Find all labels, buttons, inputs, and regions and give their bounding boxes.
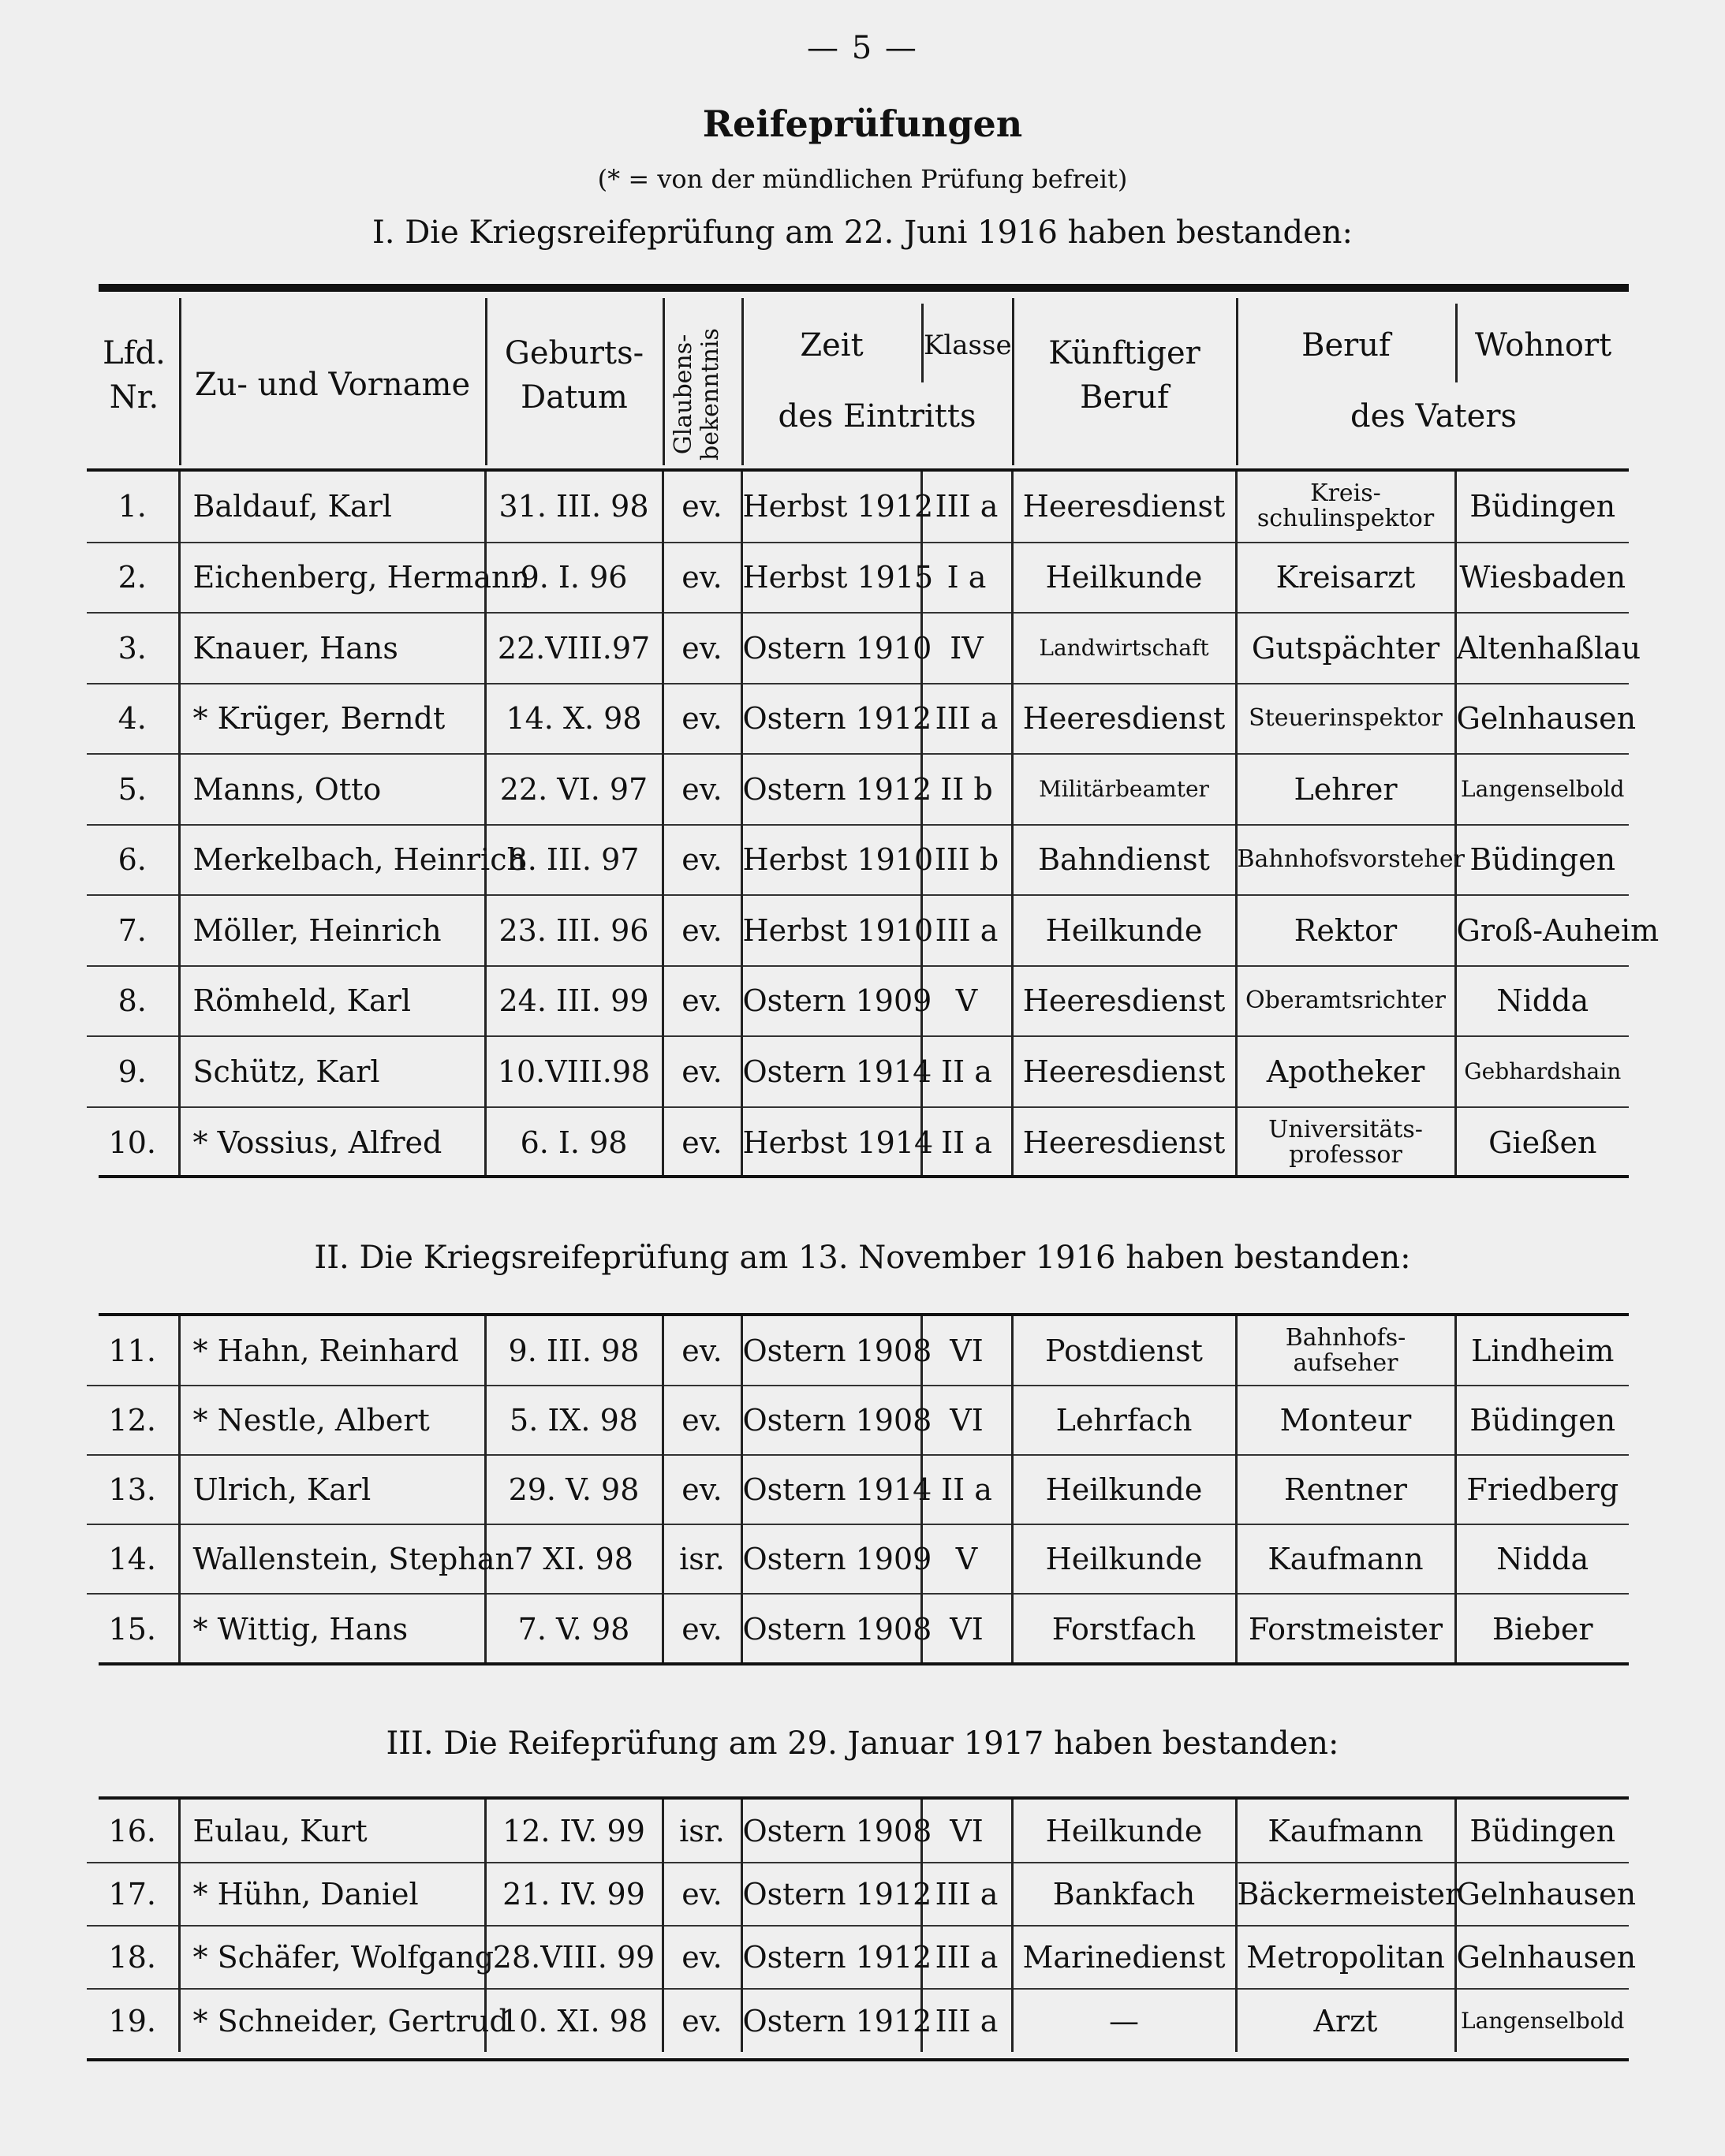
student-name: Eichenberg, Hermann: [179, 543, 485, 614]
entry-date: Ostern 1914: [741, 1455, 921, 1524]
religion: ev.: [663, 1316, 741, 1386]
table-row: [87, 1800, 1629, 1863]
row-number: 8.: [87, 966, 179, 1037]
header-nr: [91, 331, 177, 420]
birth-date: 22. VI. 97: [485, 754, 663, 825]
entry-date: Ostern 1910: [741, 613, 921, 684]
student-name: Ulrich, Karl: [179, 1455, 485, 1524]
header-name: Zu- und Vorname: [194, 367, 471, 403]
header-future-line1: Künftiger: [1048, 335, 1200, 371]
student-name: * Nestle, Albert: [179, 1386, 485, 1455]
table-row: [87, 472, 1629, 543]
religion: ev.: [663, 1107, 741, 1178]
entry-date: Ostern 1909: [741, 1524, 921, 1594]
future-profession: Heilkunde: [1012, 1455, 1236, 1524]
table-section-3: [87, 1800, 1637, 2052]
row-number: 1.: [87, 472, 179, 543]
father-profession: Kaufmann: [1236, 1524, 1455, 1594]
religion: ev.: [663, 966, 741, 1037]
student-name: Manns, Otto: [179, 754, 485, 825]
header-top-rule: [99, 284, 1629, 292]
entry-class: III b: [921, 825, 1012, 896]
birth-date: 10.VIII.98: [485, 1036, 663, 1107]
birth-date: 23. III. 96: [485, 895, 663, 966]
table-row: [87, 684, 1629, 755]
student-name: Baldauf, Karl: [179, 472, 485, 543]
table-row: [87, 1524, 1629, 1594]
row-number: 14.: [87, 1524, 179, 1594]
entry-date: Ostern 1912: [741, 684, 921, 755]
row-number: 10.: [108, 1125, 156, 1160]
student-name: * Vossius, Alfred: [179, 1107, 485, 1178]
section-heading-2: II. Die Kriegsreifeprüfung am 13. November 1916 haben bestanden:: [314, 1240, 1411, 1276]
birth-date: 6. I. 98: [485, 1107, 663, 1178]
future-profession: Bankfach: [1012, 1863, 1236, 1926]
father-profession: Gutspächter: [1236, 613, 1455, 684]
entry-class: II a: [921, 1107, 1012, 1178]
entry-date: Ostern 1912: [741, 1863, 921, 1926]
row-number: 6.: [87, 825, 179, 896]
table-row: [87, 1107, 1629, 1178]
birth-date: 10. XI. 98: [485, 1989, 663, 2052]
entry-class: V: [921, 966, 1012, 1037]
student-name: Römheld, Karl: [179, 966, 485, 1037]
birth-date: 14. X. 98: [485, 684, 663, 755]
entry-class: VI: [921, 1386, 1012, 1455]
header-nr-line1: Lfd.: [103, 335, 166, 371]
religion: ev.: [663, 825, 741, 896]
religion: ev.: [663, 1455, 741, 1524]
entry-class: VI: [921, 1316, 1012, 1386]
page-number: — 5 —: [807, 30, 918, 66]
religion: ev.: [663, 1863, 741, 1926]
father-profession: Arzt: [1236, 1989, 1455, 2052]
religion: isr.: [663, 1800, 741, 1863]
father-profession: Bahnhofsvorsteher: [1236, 825, 1455, 896]
religion: ev.: [663, 1594, 741, 1663]
row-number: 4.: [87, 684, 179, 755]
student-name: Wallenstein, Stephan: [179, 1524, 485, 1594]
student-name: Möller, Heinrich: [179, 895, 485, 966]
row-number: 19.: [108, 2003, 156, 2039]
religion: ev.: [663, 1386, 741, 1455]
subtitle-note: (* = von der mündlichen Prüfung befreit): [597, 164, 1128, 194]
header-father-residence: Wohnort: [1474, 327, 1612, 364]
table-row: [87, 966, 1629, 1037]
father-profession: Kreis-schulinspektor: [1236, 472, 1455, 543]
table-row: [87, 1036, 1629, 1107]
father-residence: Büdingen: [1455, 1800, 1629, 1863]
father-residence: Bieber: [1455, 1594, 1629, 1663]
entry-class: V: [921, 1524, 1012, 1594]
religion: isr.: [663, 1524, 741, 1594]
student-name: Merkelbach, Heinrich: [179, 825, 485, 896]
header-entry-label: des Eintritts: [778, 398, 976, 435]
table-row: [87, 895, 1629, 966]
student-name: * Schneider, Gertrud: [179, 1989, 485, 2052]
student-name: Schütz, Karl: [179, 1036, 485, 1107]
row-number: 2.: [87, 543, 179, 614]
birth-date: 31. III. 98: [485, 472, 663, 543]
birth-date: 9. I. 96: [485, 543, 663, 614]
table-section-1: [87, 472, 1660, 1177]
religion: ev.: [663, 895, 741, 966]
father-residence: Gebhardshain: [1455, 1036, 1629, 1107]
birth-date: 28.VIII. 99: [485, 1926, 663, 1989]
entry-date: Herbst 1912: [741, 472, 921, 543]
father-residence: Langenselbold: [1455, 1989, 1629, 2052]
section-2-bottom-rule: [99, 1662, 1629, 1665]
father-profession: Rektor: [1236, 895, 1455, 966]
table-row: [87, 1926, 1629, 1989]
father-residence: Wiesbaden: [1455, 543, 1629, 614]
birth-date: 21. IV. 99: [485, 1863, 663, 1926]
header-birth-line2: Datum: [521, 379, 628, 416]
student-name: * Wittig, Hans: [179, 1594, 485, 1663]
father-profession: Steuerinspektor: [1236, 684, 1455, 755]
entry-class: III a: [921, 1863, 1012, 1926]
entry-date: Ostern 1908: [741, 1800, 921, 1863]
entry-class: III a: [921, 472, 1012, 543]
entry-date: Ostern 1914: [741, 1036, 921, 1107]
table-row: [87, 1594, 1629, 1663]
entry-date: Herbst 1910: [741, 825, 921, 896]
father-residence: Langenselbold: [1455, 754, 1629, 825]
entry-date: Herbst 1910: [741, 895, 921, 966]
row-number: 11.: [87, 1316, 179, 1386]
table-row: [87, 613, 1629, 684]
father-profession: Lehrer: [1236, 754, 1455, 825]
student-name: * Hühn, Daniel: [179, 1863, 485, 1926]
entry-class: IV: [921, 613, 1012, 684]
birth-date: 9. III. 98: [485, 1316, 663, 1386]
header-entry-time: Zeit: [800, 327, 864, 364]
entry-date: Ostern 1908: [741, 1386, 921, 1455]
father-residence: Altenhaßlau: [1455, 613, 1629, 684]
father-residence: Nidda: [1455, 1524, 1629, 1594]
table-row: [87, 754, 1629, 825]
entry-class: III a: [921, 895, 1012, 966]
father-residence: Büdingen: [1455, 472, 1629, 543]
father-profession: Monteur: [1236, 1386, 1455, 1455]
row-number: 16.: [87, 1800, 179, 1863]
table-row: [87, 543, 1629, 614]
header-father-label: des Vaters: [1350, 398, 1517, 435]
header-religion-line1: Glaubens-: [670, 334, 697, 455]
table-row: [87, 1386, 1629, 1455]
birth-date: 7 XI. 98: [485, 1524, 663, 1594]
future-profession: Heeresdienst: [1012, 1036, 1236, 1107]
student-name: Knauer, Hans: [179, 613, 485, 684]
father-profession: Bahnhofs-aufseher: [1236, 1316, 1455, 1386]
section-heading-1: I. Die Kriegsreifeprüfung am 22. Juni 1916 haben bestanden:: [372, 214, 1353, 251]
father-profession: Universitäts-professor: [1236, 1107, 1455, 1178]
future-profession: Postdienst: [1012, 1316, 1236, 1386]
birth-date: 29. V. 98: [485, 1455, 663, 1524]
father-residence: Büdingen: [1455, 825, 1629, 896]
future-profession: Marinedienst: [1012, 1926, 1236, 1989]
future-profession: Heeresdienst: [1012, 966, 1236, 1037]
row-number: 3.: [87, 613, 179, 684]
section-1-bottom-rule: [99, 1175, 1629, 1178]
entry-class: II a: [921, 1036, 1012, 1107]
birth-date: 22.VIII.97: [485, 613, 663, 684]
religion: ev.: [663, 1926, 741, 1989]
header-entry-class: Klasse: [924, 330, 1012, 361]
entry-class: VI: [921, 1800, 1012, 1863]
table-row: [87, 1989, 1629, 2052]
father-profession: Kaufmann: [1236, 1800, 1455, 1863]
birth-date: 24. III. 99: [485, 966, 663, 1037]
father-residence: Groß-Auheim: [1455, 895, 1629, 966]
religion: ev.: [663, 613, 741, 684]
father-residence: Büdingen: [1455, 1386, 1629, 1455]
father-profession: Apotheker: [1236, 1036, 1455, 1107]
religion: ev.: [663, 684, 741, 755]
row-number: 13.: [87, 1455, 179, 1524]
future-profession: Heilkunde: [1012, 1800, 1236, 1863]
future-profession: Heeresdienst: [1012, 1107, 1236, 1178]
father-profession: Bäckermeister: [1236, 1863, 1455, 1926]
entry-date: Ostern 1908: [741, 1316, 921, 1386]
father-residence: Gelnhausen: [1455, 684, 1629, 755]
student-name: * Schäfer, Wolfgang: [179, 1926, 485, 1989]
entry-class: II a: [921, 1455, 1012, 1524]
father-profession: Forstmeister: [1236, 1594, 1455, 1663]
header-birth: [487, 331, 661, 420]
future-profession: —: [1012, 1989, 1236, 2052]
row-number: 5.: [87, 754, 179, 825]
entry-date: Ostern 1908: [741, 1594, 921, 1663]
father-residence: Friedberg: [1455, 1455, 1629, 1524]
section-3-bottom-rule: [87, 2058, 1629, 2061]
future-profession: Lehrfach: [1012, 1386, 1236, 1455]
row-number: 15.: [108, 1611, 156, 1647]
entry-date: Ostern 1909: [741, 966, 921, 1037]
father-residence: Gießen: [1455, 1107, 1629, 1178]
birth-date: 7. V. 98: [485, 1594, 663, 1663]
row-number: 7.: [87, 895, 179, 966]
future-profession: Heeresdienst: [1012, 684, 1236, 755]
future-profession: Militärbeamter: [1012, 754, 1236, 825]
birth-date: 5. IX. 98: [485, 1386, 663, 1455]
entry-date: Herbst 1915: [741, 543, 921, 614]
row-number: 17.: [87, 1863, 179, 1926]
row-number: 9.: [87, 1036, 179, 1107]
father-profession: Rentner: [1236, 1455, 1455, 1524]
student-name: * Hahn, Reinhard: [179, 1316, 485, 1386]
future-profession: Heilkunde: [1012, 895, 1236, 966]
entry-class: III a: [921, 684, 1012, 755]
table-row: [87, 1316, 1629, 1386]
row-number: 18.: [87, 1926, 179, 1989]
father-profession: Oberamtsrichter: [1236, 966, 1455, 1037]
religion: ev.: [663, 1036, 741, 1107]
header-religion: [670, 315, 734, 473]
father-residence: Gelnhausen: [1455, 1863, 1629, 1926]
header-future: [1014, 331, 1234, 420]
entry-date: Herbst 1914: [741, 1107, 921, 1178]
entry-date: Ostern 1912: [741, 754, 921, 825]
table-section-2: [87, 1316, 1629, 1663]
table-row: [87, 825, 1629, 896]
future-profession: Landwirtschaft: [1012, 613, 1236, 684]
birth-date: 12. IV. 99: [485, 1800, 663, 1863]
entry-class: I a: [921, 543, 1012, 614]
entry-class: II b: [921, 754, 1012, 825]
father-profession: Metropolitan: [1236, 1926, 1455, 1989]
student-name: * Krüger, Berndt: [179, 684, 485, 755]
header-birth-line1: Geburts-: [504, 335, 644, 371]
header-nr-line2: Nr.: [109, 379, 159, 416]
entry-class: VI: [921, 1594, 1012, 1663]
header-future-line2: Beruf: [1080, 379, 1169, 416]
birth-date: 8. III. 97: [485, 825, 663, 896]
future-profession: Heeresdienst: [1012, 472, 1236, 543]
header-father-job: Beruf: [1301, 327, 1391, 364]
religion: ev.: [663, 1989, 741, 2052]
entry-date: Ostern 1912: [741, 1926, 921, 1989]
future-profession: Heilkunde: [1012, 543, 1236, 614]
future-profession: Heilkunde: [1012, 1524, 1236, 1594]
entry-class: III a: [921, 1989, 1012, 2052]
header-religion-line2: bekenntnis: [696, 328, 724, 461]
page-title: Reifeprüfungen: [702, 103, 1023, 145]
religion: ev.: [663, 543, 741, 614]
religion: ev.: [663, 472, 741, 543]
entry-class: III a: [921, 1926, 1012, 1989]
future-profession: Forstfach: [1012, 1594, 1236, 1663]
section-heading-3: III. Die Reifeprüfung am 29. Januar 1917 haben bestanden:: [386, 1725, 1339, 1762]
entry-date: Ostern 1912: [741, 1989, 921, 2052]
religion: ev.: [663, 754, 741, 825]
father-residence: Gelnhausen: [1455, 1926, 1629, 1989]
future-profession: Bahndienst: [1012, 825, 1236, 896]
header-divider: [663, 298, 665, 465]
student-name: Eulau, Kurt: [179, 1800, 485, 1863]
father-profession: Kreisarzt: [1236, 543, 1455, 614]
table-row: [87, 1455, 1629, 1524]
row-number: 12.: [87, 1386, 179, 1455]
table-row: [87, 1863, 1629, 1926]
father-residence: Lindheim: [1455, 1316, 1629, 1386]
father-residence: Nidda: [1455, 966, 1629, 1037]
